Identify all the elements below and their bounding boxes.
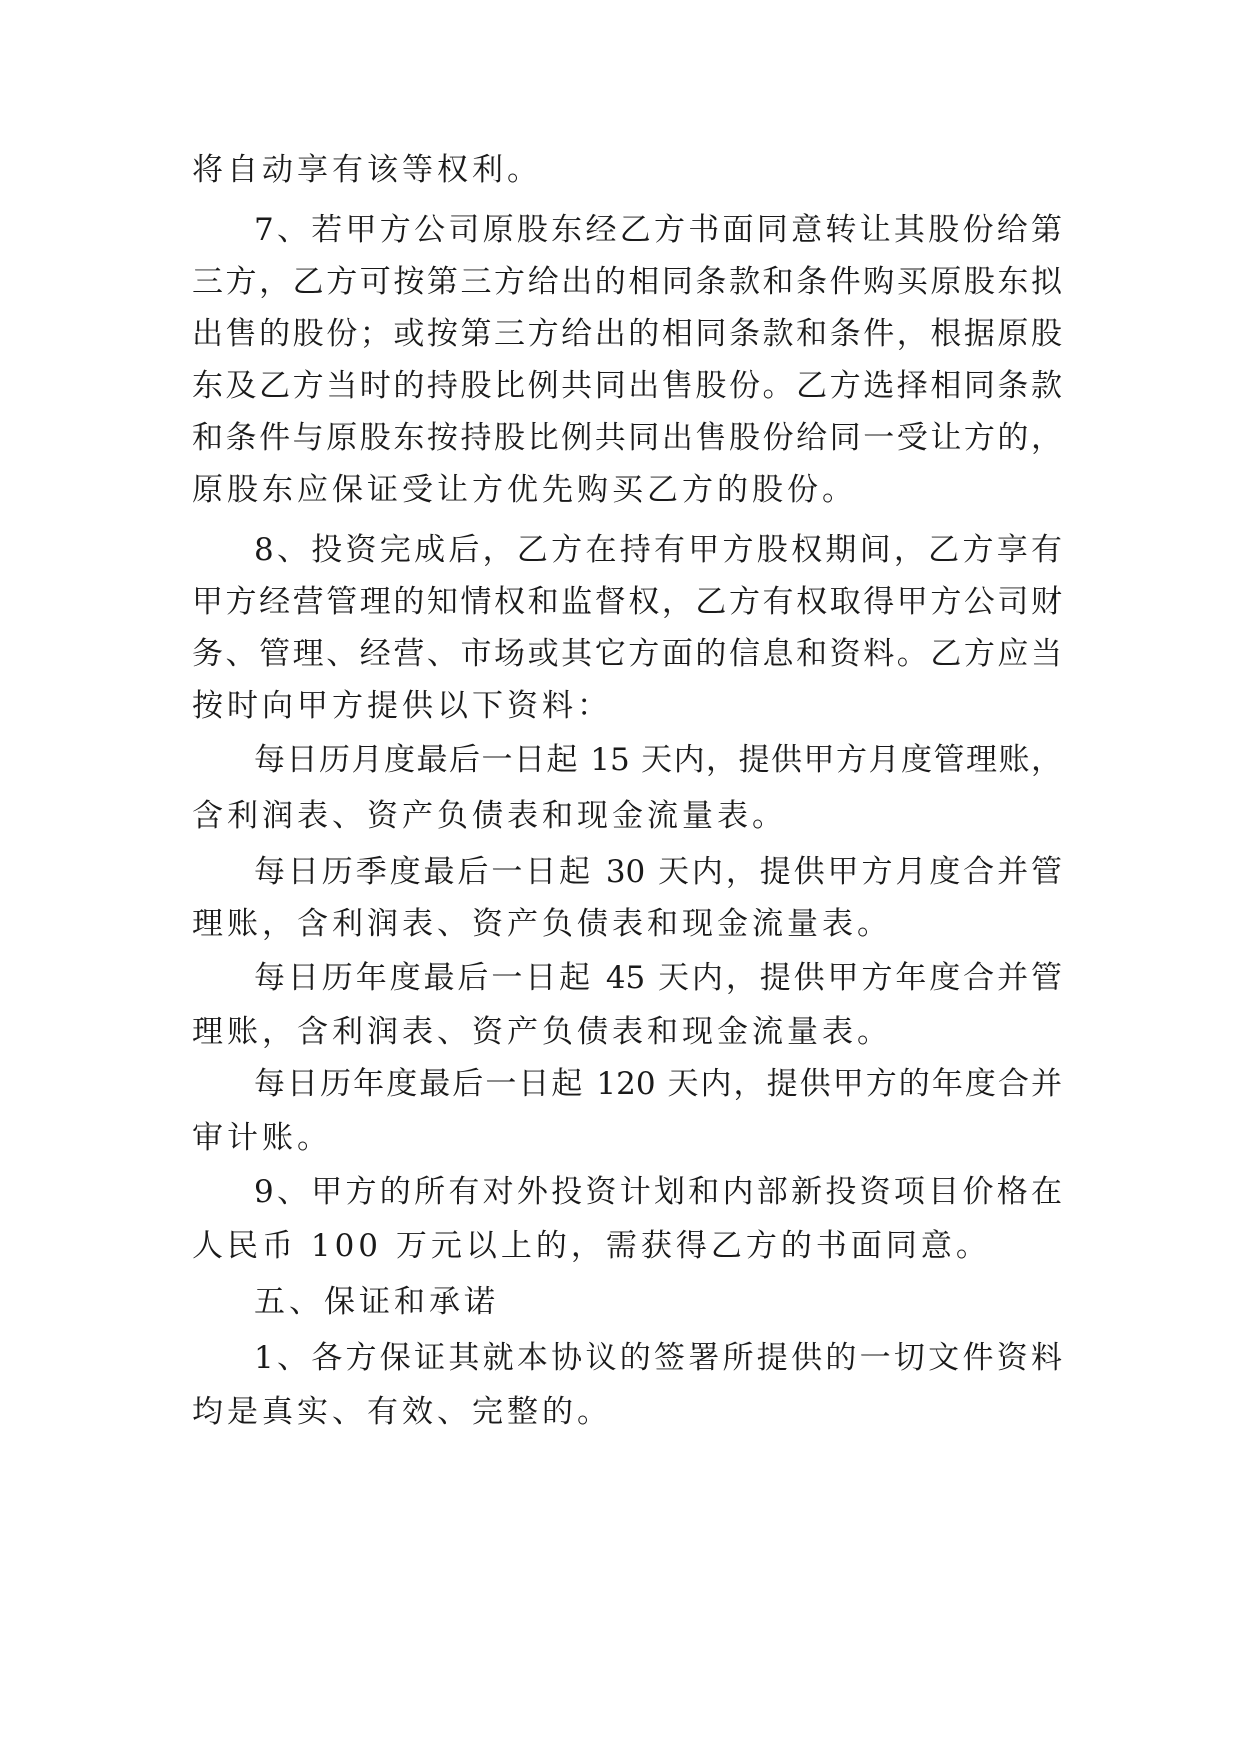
text-line: 每日历季度最后一日起 30 天内，提供甲方月度合并管: [254, 854, 1062, 890]
text-line: 8、投资完成后，乙方在持有甲方股权期间，乙方享有: [254, 532, 1062, 568]
text-line: 1、各方保证其就本协议的签署所提供的一切文件资料: [254, 1340, 1062, 1376]
text-line: 甲方经营管理的知情权和监督权，乙方有权取得甲方公司财: [192, 584, 1062, 620]
text-line: 每日历月度最后一日起 15 天内，提供甲方月度管理账，: [254, 742, 1062, 778]
text-line: 9、甲方的所有对外投资计划和内部新投资项目价格在: [254, 1174, 1062, 1210]
text-line: 将自动享有该等权利。: [192, 152, 542, 188]
text-line: 三方，乙方可按第三方给出的相同条款和条件购买原股东拟: [192, 264, 1062, 300]
text-line: 东及乙方当时的持股比例共同出售股份。乙方选择相同条款: [192, 368, 1062, 404]
text-line: 每日历年度最后一日起 120 天内，提供甲方的年度合并: [254, 1066, 1062, 1102]
text-line: 7、若甲方公司原股东经乙方书面同意转让其股份给第: [254, 212, 1062, 248]
text-line: 理账，含利润表、资产负债表和现金流量表。: [192, 906, 892, 942]
text-line: 含利润表、资产负债表和现金流量表。: [192, 798, 787, 834]
section-heading: 五、保证和承诺: [254, 1284, 499, 1320]
text-line: 按时向甲方提供以下资料：: [192, 688, 612, 724]
text-line: 原股东应保证受让方优先购买乙方的股份。: [192, 472, 857, 508]
text-line: 审计账。: [192, 1120, 332, 1156]
text-line: 人民币 100 万元以上的，需获得乙方的书面同意。: [192, 1228, 991, 1264]
text-line: 和条件与原股东按持股比例共同出售股份给同一受让方的，: [192, 420, 1062, 456]
text-line: 均是真实、有效、完整的。: [192, 1394, 612, 1430]
text-line: 出售的股份；或按第三方给出的相同条款和条件，根据原股: [192, 316, 1062, 352]
text-line: 务、管理、经营、市场或其它方面的信息和资料。乙方应当: [192, 636, 1062, 672]
text-line: 每日历年度最后一日起 45 天内，提供甲方年度合并管: [254, 960, 1062, 996]
text-line: 理账，含利润表、资产负债表和现金流量表。: [192, 1014, 892, 1050]
